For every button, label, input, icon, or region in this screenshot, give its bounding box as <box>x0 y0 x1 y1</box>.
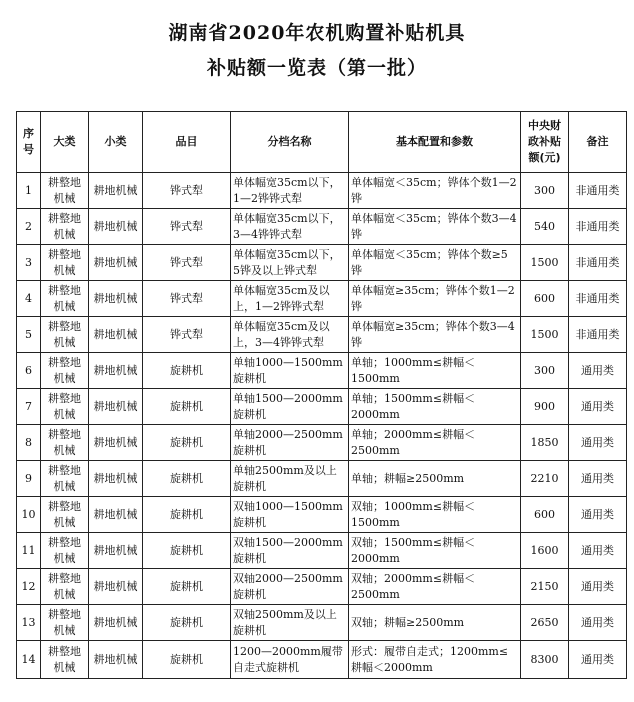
cell-index: 2 <box>17 209 41 245</box>
cell-subsidy: 300 <box>521 173 569 209</box>
cell-subsidy: 600 <box>521 281 569 317</box>
table-row <box>17 245 627 281</box>
cell-item: 旋耕机 <box>143 389 231 425</box>
cell-grade: 双轴2500mm及以上旋耕机 <box>231 605 349 641</box>
cell-subsidy: 8300 <box>521 641 569 679</box>
cell-config: 双轴；1000mm≤耕幅＜1500mm <box>349 497 521 533</box>
cell-subcategory: 耕地机械 <box>89 209 143 245</box>
cell-index: 13 <box>17 605 41 641</box>
cell-category: 耕整地机械 <box>41 209 89 245</box>
cell-subsidy: 540 <box>521 209 569 245</box>
cell-note: 非通用类 <box>569 281 627 317</box>
cell-index: 4 <box>17 281 41 317</box>
cell-category: 耕整地机械 <box>41 569 89 605</box>
cell-note: 通用类 <box>569 461 627 497</box>
cell-note: 非通用类 <box>569 317 627 353</box>
cell-subcategory: 耕地机械 <box>89 317 143 353</box>
table-row <box>17 569 627 605</box>
cell-config: 单体幅宽≥35cm；铧体个数1—2铧 <box>349 281 521 317</box>
table-row <box>17 317 627 353</box>
header-grade: 分档名称 <box>231 112 349 173</box>
cell-item: 旋耕机 <box>143 461 231 497</box>
cell-index: 8 <box>17 425 41 461</box>
cell-category: 耕整地机械 <box>41 245 89 281</box>
cell-config: 单体幅宽＜35cm；铧体个数1—2铧 <box>349 173 521 209</box>
cell-config: 双轴；耕幅≥2500mm <box>349 605 521 641</box>
cell-grade: 单体幅宽35cm及以上，1—2铧铧式犁 <box>231 281 349 317</box>
cell-index: 1 <box>17 173 41 209</box>
cell-config: 单轴；耕幅≥2500mm <box>349 461 521 497</box>
cell-subcategory: 耕地机械 <box>89 461 143 497</box>
table-row <box>17 425 627 461</box>
cell-grade: 双轴2000—2500mm旋耕机 <box>231 569 349 605</box>
cell-grade: 单轴2000—2500mm旋耕机 <box>231 425 349 461</box>
header-subsidy: 中央财政补贴额(元) <box>521 112 569 173</box>
cell-item: 旋耕机 <box>143 569 231 605</box>
cell-item: 旋耕机 <box>143 605 231 641</box>
document-title-line2: 补贴额一览表（第一批） <box>206 57 427 79</box>
cell-subsidy: 1600 <box>521 533 569 569</box>
document-title-line1: 湖南省2020年农机购置补贴机具 <box>168 22 466 44</box>
cell-index: 10 <box>17 497 41 533</box>
table-row <box>17 173 627 209</box>
cell-subcategory: 耕地机械 <box>89 533 143 569</box>
cell-config: 单轴；2000mm≤耕幅＜2500mm <box>349 425 521 461</box>
cell-grade: 单轴1500—2000mm旋耕机 <box>231 389 349 425</box>
cell-item: 旋耕机 <box>143 425 231 461</box>
cell-index: 3 <box>17 245 41 281</box>
cell-category: 耕整地机械 <box>41 497 89 533</box>
table-row <box>17 641 627 679</box>
cell-item: 旋耕机 <box>143 533 231 569</box>
cell-subsidy: 2650 <box>521 605 569 641</box>
table-row <box>17 281 627 317</box>
cell-category: 耕整地机械 <box>41 605 89 641</box>
cell-subcategory: 耕地机械 <box>89 173 143 209</box>
cell-item: 铧式犁 <box>143 209 231 245</box>
cell-note: 通用类 <box>569 425 627 461</box>
cell-config: 单体幅宽＜35cm；铧体个数≥5铧 <box>349 245 521 281</box>
cell-subsidy: 1850 <box>521 425 569 461</box>
cell-config: 单轴；1500mm≤耕幅＜2000mm <box>349 389 521 425</box>
cell-item: 旋耕机 <box>143 641 231 679</box>
cell-subsidy: 600 <box>521 497 569 533</box>
cell-item: 铧式犁 <box>143 317 231 353</box>
cell-item: 旋耕机 <box>143 353 231 389</box>
header-index: 序号 <box>17 112 41 173</box>
cell-grade: 单体幅宽35cm及以上，3—4铧铧式犁 <box>231 317 349 353</box>
cell-config: 双轴；1500mm≤耕幅＜2000mm <box>349 533 521 569</box>
cell-subsidy: 2150 <box>521 569 569 605</box>
table-row <box>17 389 627 425</box>
table-row <box>17 461 627 497</box>
cell-config: 单体幅宽＜35cm；铧体个数3—4铧 <box>349 209 521 245</box>
subsidy-table <box>16 111 627 679</box>
cell-note: 非通用类 <box>569 209 627 245</box>
cell-subsidy: 1500 <box>521 317 569 353</box>
cell-item: 旋耕机 <box>143 497 231 533</box>
cell-index: 7 <box>17 389 41 425</box>
cell-grade: 1200—2000mm履带自走式旋耕机 <box>231 641 349 679</box>
cell-category: 耕整地机械 <box>41 425 89 461</box>
table-row <box>17 353 627 389</box>
cell-note: 非通用类 <box>569 245 627 281</box>
cell-subcategory: 耕地机械 <box>89 497 143 533</box>
cell-grade: 单体幅宽35cm以下，5铧及以上铧式犁 <box>231 245 349 281</box>
cell-category: 耕整地机械 <box>41 461 89 497</box>
cell-category: 耕整地机械 <box>41 173 89 209</box>
cell-note: 通用类 <box>569 605 627 641</box>
cell-config: 单轴；1000mm≤耕幅＜1500mm <box>349 353 521 389</box>
cell-note: 通用类 <box>569 497 627 533</box>
table-row <box>17 209 627 245</box>
cell-grade: 单轴2500mm及以上旋耕机 <box>231 461 349 497</box>
cell-index: 5 <box>17 317 41 353</box>
cell-subcategory: 耕地机械 <box>89 389 143 425</box>
cell-subcategory: 耕地机械 <box>89 353 143 389</box>
cell-subsidy: 900 <box>521 389 569 425</box>
cell-subcategory: 耕地机械 <box>89 245 143 281</box>
cell-category: 耕整地机械 <box>41 353 89 389</box>
cell-index: 6 <box>17 353 41 389</box>
cell-note: 非通用类 <box>569 173 627 209</box>
cell-grade: 单体幅宽35cm以下，1—2铧铧式犁 <box>231 173 349 209</box>
cell-note: 通用类 <box>569 641 627 679</box>
cell-note: 通用类 <box>569 389 627 425</box>
table-row <box>17 605 627 641</box>
cell-category: 耕整地机械 <box>41 389 89 425</box>
cell-note: 通用类 <box>569 533 627 569</box>
cell-subsidy: 300 <box>521 353 569 389</box>
table-row <box>17 533 627 569</box>
cell-index: 9 <box>17 461 41 497</box>
header-item: 品目 <box>143 112 231 173</box>
cell-index: 14 <box>17 641 41 679</box>
cell-item: 铧式犁 <box>143 173 231 209</box>
cell-subcategory: 耕地机械 <box>89 641 143 679</box>
header-note: 备注 <box>569 112 627 173</box>
cell-subcategory: 耕地机械 <box>89 425 143 461</box>
header-subcategory: 小类 <box>89 112 143 173</box>
cell-category: 耕整地机械 <box>41 641 89 679</box>
cell-category: 耕整地机械 <box>41 317 89 353</box>
cell-note: 通用类 <box>569 569 627 605</box>
cell-subsidy: 1500 <box>521 245 569 281</box>
table-header-row <box>17 112 627 173</box>
cell-config: 双轴；2000mm≤耕幅＜2500mm <box>349 569 521 605</box>
cell-index: 12 <box>17 569 41 605</box>
cell-subsidy: 2210 <box>521 461 569 497</box>
cell-index: 11 <box>17 533 41 569</box>
header-category: 大类 <box>41 112 89 173</box>
cell-config: 形式：履带自走式；1200mm≤耕幅＜2000mm <box>349 641 521 679</box>
cell-grade: 双轴1500—2000mm旋耕机 <box>231 533 349 569</box>
cell-item: 铧式犁 <box>143 245 231 281</box>
cell-category: 耕整地机械 <box>41 281 89 317</box>
table-row <box>17 497 627 533</box>
cell-subcategory: 耕地机械 <box>89 281 143 317</box>
cell-subcategory: 耕地机械 <box>89 569 143 605</box>
cell-note: 通用类 <box>569 353 627 389</box>
cell-subcategory: 耕地机械 <box>89 605 143 641</box>
cell-grade: 单体幅宽35cm以下，3—4铧铧式犁 <box>231 209 349 245</box>
header-config: 基本配置和参数 <box>349 112 521 173</box>
cell-grade: 双轴1000—1500mm旋耕机 <box>231 497 349 533</box>
cell-category: 耕整地机械 <box>41 533 89 569</box>
cell-grade: 单轴1000—1500mm旋耕机 <box>231 353 349 389</box>
cell-config: 单体幅宽≥35cm；铧体个数3—4铧 <box>349 317 521 353</box>
cell-item: 铧式犁 <box>143 281 231 317</box>
